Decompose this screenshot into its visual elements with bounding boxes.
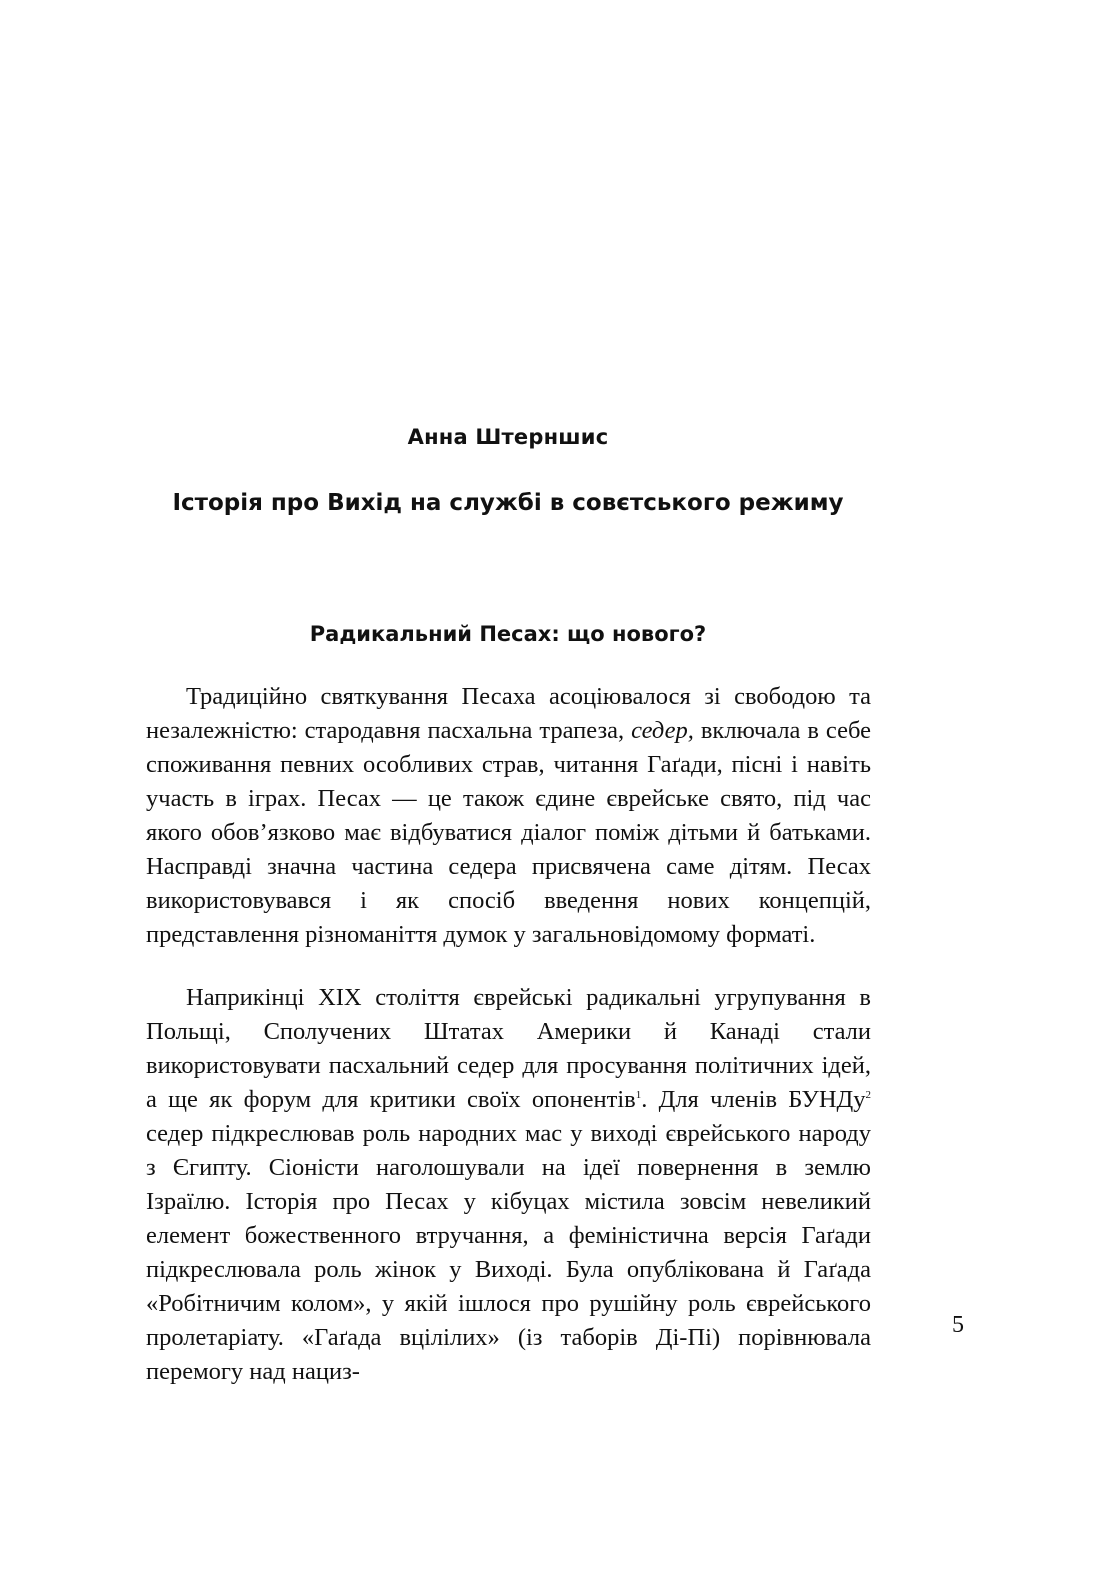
author-name: Анна Штерншис	[407, 425, 609, 449]
section-heading: Радикальний Песах: що нового?	[309, 622, 707, 646]
page-number: 5	[952, 1312, 964, 1338]
paragraph-1	[146, 680, 871, 952]
paragraph-2-text-a: Наприкінці XIX століття єврейські радикальні угрупування в Польщі, Сполучених Штатах Америки й Канаді стали використовувати пасхальний седер для просування політичних ідей, а ще як форум для критики своїх опонентів	[146, 984, 871, 1113]
paragraph-2-text-b: . Для членів БУНДу	[641, 1086, 866, 1113]
footnote-marker-1[interactable]: 1	[635, 1088, 642, 1101]
paragraph-2	[146, 981, 871, 1389]
paragraph-1-text-a: Традиційно святкування Песаха асоціювалося зі свободою та незалежністю: стародавня пасхальна трапеза,	[146, 683, 871, 744]
paragraph-1-text-b: включала в себе споживання певних особливих страв, читання Гаґади, пісні і навіть участь в іграх. Песах — це також єдине єврейське свято, під час якого обов’язково має відбуватися діалог поміж дітьми й батьками. Насправді значна частина седера присвячена саме дітям. Песах використовувався і як спосіб введення нових концепцій, представлення різноманіття думок у загальновідомому форматі.	[146, 717, 871, 948]
paragraph-2-text-c: седер підкреслював роль народних мас у виході єврейського народу з Єгипту. Сіоністи наголошували на ідеї повернення в землю Ізраїлю. Історія про Песах у кібуцах містила зовсім невеликий елемент божественного втручання, а феміністична версія Гаґади підкреслювала роль жінок у Виході. Була опублікована й Гаґада «Робітничим колом», у якій ішлося про рушійну роль єврейського пролетаріату. «Гаґада вцілілих» (із таборів Ді-Пі) порівнювала перемогу над нациз-	[146, 1120, 871, 1385]
chapter-title: Історія про Вихід на службі в совєтського режиму	[172, 490, 844, 516]
paragraph-1-italic-term: седер,	[631, 717, 694, 744]
footnote-marker-2[interactable]: 2	[865, 1088, 872, 1101]
